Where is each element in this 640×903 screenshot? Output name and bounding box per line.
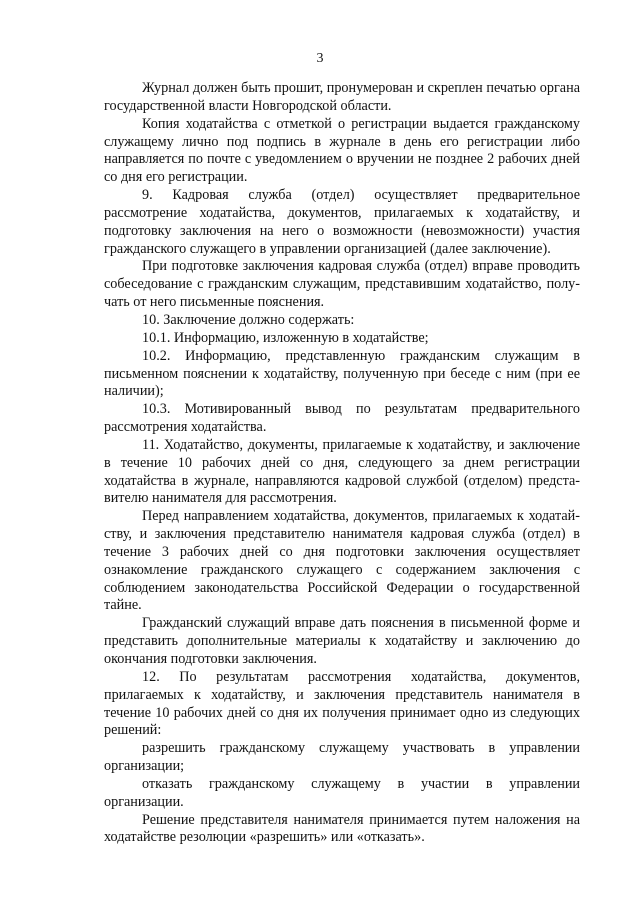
paragraph-copy-issuance: Копия ходатайства с отметкой о регистрации выдается гражданскому служащему лично под подпись в журнале в день его регистрации либо направляется по почте с уведомлением о вручении не позднее 2 рабочих дней со дня его регистрации.	[104, 115, 580, 186]
paragraph-item-10-1: 10.1. Информацию, изложенную в ходатайстве;	[142, 329, 429, 346]
paragraph-journal: Журнал должен быть прошит, пронумерован и скреплен печатью органа государственной власти Новгородской области.	[104, 80, 580, 114]
paragraph-decision-allow: разрешить гражданскому служащему участвовать в управлении организации;	[104, 740, 580, 775]
paragraph-familiarization: Перед направлением ходатайства, документов, прилагаемых к ходатайству, и заключения представителю нанимателя кадровая служба (отдел) в течение 3 рабочих дней со дня подготовки заключения осуществляет ознакомление гражданского служащего с содержанием заключения с соблюдением законодательства Российской Федерации о государственной тайне.	[104, 508, 580, 614]
paragraph-item-11: 11. Ходатайство, документы, прилагаемые к ходатайству, и заключение в течение 10 рабочих дней со дня, следующего за днем регистрации ходатайства в журнале, направляются кадровой службой (отделом) представителю нанимателя для рассмотрения.	[104, 436, 580, 507]
paragraph-decision-refuse: отказать гражданскому служащему в участии в управлении организации.	[104, 775, 580, 810]
paragraph-item-10-3: 10.3. Мотивированный вывод по результатам предварительного рассмотрения ходатайства.	[104, 401, 580, 436]
paragraph-item-12: 12. По результатам рассмотрения ходатайства, документов, прилагаемых к ходатайству, и заключения представитель нанимателя в течение 10 рабочих дней со дня их получения принимает одно из следующих решений:	[104, 668, 580, 739]
paragraph-explanations: Гражданский служащий вправе дать пояснения в письменной форме и представить дополнительные материалы к ходатайству и заключению до окончания подготовки заключения.	[104, 615, 580, 667]
paragraph-item-10: 10. Заключение должно содержать:	[142, 311, 355, 328]
paragraph-item-9: 9. Кадровая служба (отдел) осуществляет предварительное рассмотрение ходатайства, документов, прилагаемых к ходатайству, и подготовку заключения на него о возможности (невозможности) участия гражданского служащего в управлении организацией (далее заключение).	[104, 187, 580, 257]
paragraph-resolution: Решение представителя нанимателя принимается путем наложения на ходатайстве резолюции «разрешить» или «отказать».	[104, 811, 580, 846]
paragraph-item-10-2: 10.2. Информацию, представленную гражданским служащим в письменном пояснении к ходатайству, полученную при беседе с ним (при ее наличии);	[104, 347, 580, 400]
document-body	[104, 80, 580, 847]
paragraph-interview: При подготовке заключения кадровая служба (отдел) вправе проводить собеседование с гражданским служащим, представившим ходатайство, получать от него письменные пояснения.	[104, 258, 580, 311]
page-number: 3	[316, 51, 324, 66]
